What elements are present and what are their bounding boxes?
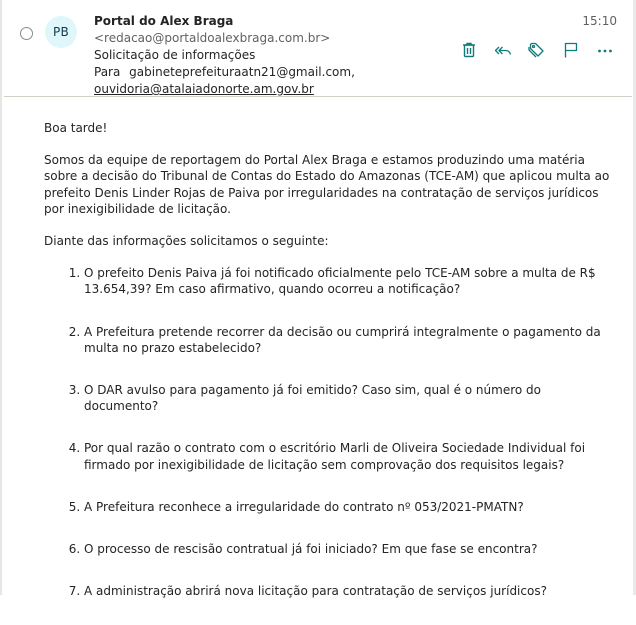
flag-icon	[562, 41, 580, 59]
header-divider	[4, 96, 632, 97]
sender-avatar: PB	[45, 16, 77, 48]
message-subject: Solicitação de informações	[94, 48, 256, 62]
sender-email: <redacao@portaldoalexbraga.com.br>	[94, 31, 331, 45]
reply-all-icon	[494, 41, 512, 59]
message-meta	[94, 13, 454, 98]
tag-icon	[528, 41, 546, 59]
tag-button[interactable]	[527, 40, 547, 60]
recipient[interactable]: ouvidoria@atalaiadonorte.am.gov.br	[94, 82, 314, 96]
message-time: 15:10	[582, 14, 617, 28]
question-item: 7. A administração abrirá nova licitação para contratação de serviços jurídicos?	[84, 583, 614, 599]
question-item: 2. A Prefeitura pretende recorrer da decisão ou cumprirá integralmente o pagamento da multa no prazo estabelecido?	[84, 324, 614, 356]
more-icon	[596, 41, 614, 59]
greeting: Boa tarde!	[44, 121, 108, 135]
trash-icon	[460, 41, 478, 59]
select-message-radio[interactable]	[20, 27, 33, 40]
question-item: 5. A Prefeitura reconhece a irregularidade do contrato nº 053/2021-PMATN?	[84, 499, 614, 515]
question-item: 1. O prefeito Denis Paiva já foi notificado oficialmente pelo TCE-AM sobre a multa de R$ 13.654,39? Em caso afirmativo, quando ocorreu a notificação?	[84, 265, 614, 297]
message-actions-toolbar	[445, 40, 615, 60]
email-header	[4, 0, 633, 96]
message-body	[44, 120, 614, 625]
intro-paragraph: Somos da equipe de reportagem do Portal Alex Braga e estamos produzindo uma matéria sobre a decisão do Tribunal de Contas do Estado do Amazonas (TCE-AM) que aplicou multa ao prefeito Denis Linder Rojas de Paiva por irregularidades na contratação de serviços jurídicos por inexigibilidade de licitação.	[44, 153, 610, 216]
question-item: 6. O processo de rescisão contratual já foi iniciado? Em que fase se encontra?	[84, 541, 614, 557]
flag-button[interactable]	[561, 40, 581, 60]
to-label: Para	[94, 65, 121, 79]
recipients-line	[94, 64, 454, 81]
question-item: 4. Por qual razão o contrato com o escritório Marli de Oliveira Sociedade Individual foi firmado por inexigibilidade de licitação sem comprovação dos requisitos legais?	[84, 440, 614, 472]
more-options-button[interactable]	[595, 40, 615, 60]
recipient[interactable]: gabineteprefeituraatn21@gmail.com,	[129, 65, 355, 79]
questions-list	[44, 265, 614, 599]
sender-name[interactable]: Portal do Alex Braga	[94, 14, 234, 28]
sender-line	[94, 13, 454, 47]
reply-all-button[interactable]	[493, 40, 513, 60]
delete-button[interactable]	[459, 40, 479, 60]
question-item: 3. O DAR avulso para pagamento já foi emitido? Caso sim, qual é o número do documento?	[84, 382, 614, 414]
lead-paragraph: Diante das informações solicitamos o seguinte:	[44, 234, 329, 249]
